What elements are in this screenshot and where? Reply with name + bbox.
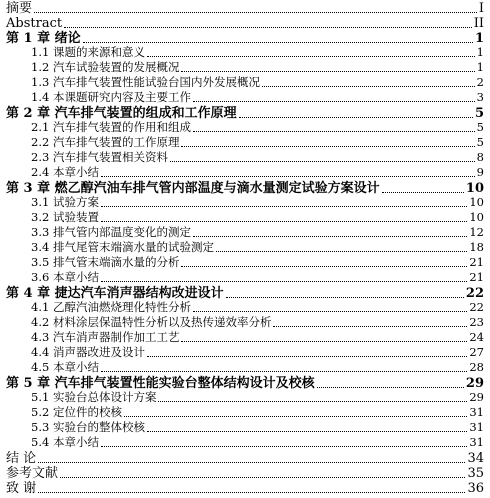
toc-chapter-row [0,287,490,300]
dot-leader [60,476,465,478]
toc-section-row [0,257,490,269]
toc-entry-title: 1.2 汽车试验装置的发展概况 [31,60,180,74]
dot-leader [181,340,467,342]
toc-page-number: 29 [469,390,484,404]
dot-leader [83,41,473,43]
toc-page-number: 10 [469,195,484,209]
dot-leader [101,445,467,447]
toc-page-number: 22 [465,286,484,301]
toc-page-number: 9 [476,165,484,179]
toc-page-number: 2 [476,75,484,89]
toc-entry-title: 2.4 本章小结 [31,165,99,179]
toc-page-number: 21 [469,255,484,269]
dot-leader [170,160,475,162]
toc-page-number: 12 [469,225,484,239]
toc-entry-title: 致 谢 [6,481,37,496]
toc-section-row [0,347,490,359]
toc-entry-row [0,17,490,30]
toc-chapter-row [0,32,490,45]
toc-section-row [0,167,490,179]
toc-page-number: 22 [469,300,484,314]
toc-page-number: 1 [474,31,484,46]
toc-entry-title: 3.1 试验方案 [31,195,99,209]
toc-page-number: 1 [476,60,484,74]
toc-entry-title: 3.3 排气管内部温度变化的测定 [31,225,191,239]
toc-entry-title: 3.4 排气尾管末端滴水量的试验测定 [31,240,214,254]
dot-leader [193,100,475,102]
toc-page-number: 1 [476,45,484,59]
toc-entry-title: 第 5 章 汽车排气装置性能实验台整体结构设计及校核 [6,376,315,391]
toc-section-row [0,437,490,449]
dot-leader [34,11,477,13]
dot-leader [317,386,464,388]
toc-entry-title: 1.1 课题的来源和意义 [31,45,145,59]
dot-leader [64,26,472,28]
toc-entry-row [0,482,490,495]
toc-entry-title: 3.6 本章小结 [31,270,99,284]
toc-entry-title: 4.5 本章小结 [31,360,99,374]
toc-section-row [0,362,490,374]
toc-section-row [0,197,490,209]
dot-leader [147,355,467,357]
toc-entry-row [0,467,490,480]
toc-section-row [0,152,490,164]
toc-section-row [0,392,490,404]
toc-entry-title: 4.3 汽车消声器制作加工工艺 [31,330,180,344]
dot-leader [216,250,467,252]
toc-page-number: I [478,1,484,16]
toc-chapter-row [0,107,490,120]
toc-page-number: 8 [476,150,484,164]
toc-page-number: 27 [469,345,484,359]
toc-entry-title: 1.4 本课题研究内容及主要工作 [31,90,191,104]
dot-leader [193,235,467,237]
toc-page-number: 31 [469,435,484,449]
dot-leader [181,145,474,147]
dot-leader [38,491,465,493]
dot-leader [193,310,467,312]
toc-section-row [0,92,490,104]
toc-entry-title: 2.1 汽车排气装置的作用和组成 [31,120,191,134]
toc-entry-title: 3.5 排气管末端滴水量的分析 [31,255,180,269]
toc-section-row [0,137,490,149]
toc-chapter-row [0,377,490,390]
dot-leader [226,296,464,298]
toc-section-row [0,227,490,239]
toc-entry-title: 4.2 材料涂层保温特性分析以及热传递效率分析 [31,315,272,329]
toc-entry-row [0,452,490,465]
toc-page-number: 5 [476,135,484,149]
toc-page-number: 10 [465,181,484,196]
toc-section-row [0,122,490,134]
dot-leader [101,205,467,207]
toc-entry-title: 4.1 乙醇汽油燃烧理化特性分析 [31,300,191,314]
toc-entry-title: 第 3 章 燃乙醇汽油车排气管内部温度与滴水量测定试验方案设计 [6,181,380,196]
toc-section-row [0,242,490,254]
dot-leader [382,191,464,193]
toc-page-number: 18 [469,240,484,254]
toc-entry-row [0,2,490,15]
toc-page-number: 21 [469,270,484,284]
dot-leader [147,55,475,57]
dot-leader [181,265,467,267]
toc-page-number: 5 [474,106,484,121]
toc-page-number: 36 [467,481,484,496]
dot-leader [158,400,467,402]
toc-section-row [0,302,490,314]
dot-leader [239,116,473,118]
dot-leader [101,175,475,177]
toc-page-number: II [473,16,484,31]
dot-leader [181,70,474,72]
toc-section-row [0,422,490,434]
dot-leader [101,370,467,372]
toc-entry-title: 第 1 章 绪论 [6,31,81,46]
toc-page-number: 29 [465,376,484,391]
toc-entry-title: 2.2 汽车排气装置的工作原理 [31,135,180,149]
toc-entry-title: 参考文献 [6,466,59,481]
toc-page-number: 28 [469,360,484,374]
dot-leader [101,280,467,282]
dot-leader [38,461,465,463]
toc-page-number: 10 [469,210,484,224]
dot-leader [193,130,475,132]
toc-section-row [0,212,490,224]
toc-entry-title: 2.3 汽车排气装置相关资料 [31,150,168,164]
toc-page-number: 34 [467,451,484,466]
dot-leader [262,85,475,87]
toc-page-number: 23 [469,315,484,329]
dot-leader [273,325,467,327]
toc-page-number: 5 [476,120,484,134]
toc-entry-title: 3.2 试验装置 [31,210,99,224]
toc-page-number: 24 [469,330,484,344]
toc-section-row [0,272,490,284]
toc-entry-title: 5.1 实验台总体设计方案 [31,390,157,404]
toc-section-row [0,77,490,89]
toc-entry-title: 结 论 [6,451,37,466]
toc-entry-title: 第 4 章 捷达汽车消声器结构改进设计 [6,286,224,301]
toc-page-number: 3 [476,90,484,104]
toc-entry-title: 1.3 汽车排气装置性能试验台国内外发展概况 [31,75,260,89]
toc-page-number: 31 [469,420,484,434]
toc-entry-title: 第 2 章 汽车排气装置的组成和工作原理 [6,106,237,121]
toc-entry-title: 5.2 定位件的校核 [31,405,122,419]
dot-leader [147,430,467,432]
toc-entry-title: 5.3 实验台的整体校核 [31,420,145,434]
dot-leader [101,220,467,222]
toc-section-row [0,332,490,344]
toc-section-row [0,317,490,329]
dot-leader [124,415,467,417]
toc-section-row [0,47,490,59]
toc-section-row [0,62,490,74]
toc-entry-title: 5.4 本章小结 [31,435,99,449]
toc-chapter-row [0,182,490,195]
toc-page-number: 31 [469,405,484,419]
toc-entry-title: Abstract [6,16,63,31]
toc-entry-title: 摘要 [6,1,33,16]
toc-entry-title: 4.4 消声器改进及设计 [31,345,145,359]
toc-page-number: 35 [467,466,484,481]
toc-section-row [0,407,490,419]
